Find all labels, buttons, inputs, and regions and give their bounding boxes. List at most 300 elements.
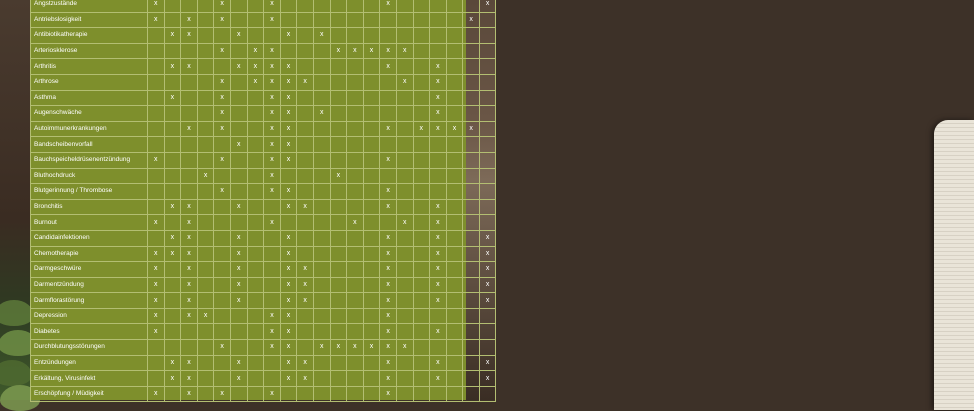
row-label: Bronchitis [31, 199, 148, 215]
mark-cell [230, 43, 247, 59]
mark-cell: x [479, 371, 496, 387]
mark-cell [197, 293, 214, 309]
mark-cell [380, 137, 397, 153]
mark-cell [280, 215, 297, 231]
mark-cell [396, 106, 413, 122]
mark-cell [330, 106, 347, 122]
mark-cell [463, 28, 480, 44]
table-row [31, 246, 496, 262]
mark-cell: x [214, 106, 231, 122]
mark-cell: x [380, 262, 397, 278]
mark-cell [479, 90, 496, 106]
mark-cell: x [214, 340, 231, 356]
row-label: Candidainfektionen [31, 230, 148, 246]
mark-cell [197, 215, 214, 231]
table-row [31, 74, 496, 90]
mark-cell: x [280, 340, 297, 356]
mark-cell [313, 386, 330, 402]
mark-cell [330, 12, 347, 28]
mark-cell: x [280, 184, 297, 200]
mark-cell [230, 184, 247, 200]
mark-cell: x [430, 121, 447, 137]
mark-cell: x [164, 355, 181, 371]
mark-cell [347, 168, 364, 184]
mark-cell [430, 137, 447, 153]
mark-cell [247, 106, 264, 122]
mark-cell [347, 308, 364, 324]
mark-cell: x [463, 12, 480, 28]
mark-cell: x [313, 106, 330, 122]
mark-cell [148, 184, 165, 200]
mark-cell [280, 0, 297, 12]
mark-cell: x [347, 43, 364, 59]
mark-cell: x [380, 59, 397, 75]
mark-cell: x [430, 90, 447, 106]
mark-cell [197, 137, 214, 153]
mark-cell: x [330, 43, 347, 59]
mark-cell [347, 355, 364, 371]
mark-cell [396, 121, 413, 137]
mark-cell [214, 28, 231, 44]
mark-cell [330, 137, 347, 153]
mark-cell [264, 246, 281, 262]
mark-cell: x [280, 246, 297, 262]
mark-cell [230, 12, 247, 28]
mark-cell [479, 43, 496, 59]
mark-cell [214, 168, 231, 184]
mark-cell [297, 324, 314, 340]
mark-cell [330, 184, 347, 200]
table-row [31, 340, 496, 356]
mark-cell [396, 12, 413, 28]
mark-cell [197, 106, 214, 122]
mark-cell: x [230, 355, 247, 371]
mark-cell [347, 246, 364, 262]
mark-cell [230, 340, 247, 356]
mark-cell [148, 43, 165, 59]
mark-cell [164, 324, 181, 340]
mark-cell [446, 168, 463, 184]
mark-cell [330, 74, 347, 90]
mark-cell: x [380, 386, 397, 402]
mark-cell [181, 184, 198, 200]
mark-cell [396, 386, 413, 402]
mark-cell: x [297, 74, 314, 90]
mark-cell [247, 121, 264, 137]
mark-cell [214, 59, 231, 75]
mark-cell [446, 277, 463, 293]
mark-cell: x [181, 293, 198, 309]
mark-cell [479, 386, 496, 402]
mark-cell [347, 74, 364, 90]
row-label: Darmflorastörung [31, 293, 148, 309]
mark-cell: x [181, 121, 198, 137]
table-row [31, 12, 496, 28]
mark-cell [396, 59, 413, 75]
mark-cell: x [230, 137, 247, 153]
mark-cell [413, 355, 430, 371]
mark-cell [413, 246, 430, 262]
mark-cell [197, 12, 214, 28]
mark-cell [446, 74, 463, 90]
mark-cell [197, 324, 214, 340]
mark-cell [313, 293, 330, 309]
mark-cell [446, 324, 463, 340]
mark-cell: x [380, 277, 397, 293]
mark-cell [313, 184, 330, 200]
mark-cell: x [214, 74, 231, 90]
mark-cell: x [181, 246, 198, 262]
mark-cell [463, 59, 480, 75]
mark-cell [363, 199, 380, 215]
mark-cell [413, 152, 430, 168]
mark-cell [446, 59, 463, 75]
mark-cell [197, 43, 214, 59]
mark-cell [264, 293, 281, 309]
mark-cell [430, 43, 447, 59]
mark-cell: x [264, 168, 281, 184]
mark-cell [479, 184, 496, 200]
mark-cell: x [264, 43, 281, 59]
mark-cell: x [280, 28, 297, 44]
mark-cell [247, 90, 264, 106]
mark-cell [363, 137, 380, 153]
mark-cell [214, 230, 231, 246]
table-row [31, 262, 496, 278]
mark-cell [380, 168, 397, 184]
mark-cell [363, 308, 380, 324]
mark-cell [297, 12, 314, 28]
mark-cell [413, 277, 430, 293]
mark-cell [413, 308, 430, 324]
mark-cell: x [430, 262, 447, 278]
mark-cell [413, 230, 430, 246]
mark-cell [247, 386, 264, 402]
mark-cell [297, 184, 314, 200]
mark-cell [313, 277, 330, 293]
mark-cell: x [313, 340, 330, 356]
mark-cell: x [247, 74, 264, 90]
mark-cell: x [280, 308, 297, 324]
mark-cell [363, 106, 380, 122]
mark-cell [463, 43, 480, 59]
mark-cell: x [247, 43, 264, 59]
row-label: Arthritis [31, 59, 148, 75]
mark-cell [197, 152, 214, 168]
mark-cell [297, 168, 314, 184]
mark-cell [479, 121, 496, 137]
mark-cell [463, 277, 480, 293]
mark-cell: x [297, 293, 314, 309]
mark-cell [396, 0, 413, 12]
mark-cell [413, 199, 430, 215]
mark-cell [330, 371, 347, 387]
mark-cell: x [479, 262, 496, 278]
mark-cell: x [148, 308, 165, 324]
mark-cell: x [280, 199, 297, 215]
mark-cell [297, 340, 314, 356]
mark-cell: x [430, 215, 447, 231]
row-label: Antriebslosigkeit [31, 12, 148, 28]
mark-cell [247, 0, 264, 12]
table-row [31, 106, 496, 122]
mark-cell [413, 215, 430, 231]
mark-cell [214, 215, 231, 231]
mark-cell [297, 28, 314, 44]
mark-cell [313, 324, 330, 340]
row-label: Chemotherapie [31, 246, 148, 262]
mark-cell [148, 371, 165, 387]
table-row [31, 386, 496, 402]
mark-cell [479, 59, 496, 75]
mark-cell: x [430, 59, 447, 75]
mark-cell: x [264, 0, 281, 12]
mark-cell [197, 199, 214, 215]
mark-cell [247, 355, 264, 371]
mark-cell [181, 43, 198, 59]
mark-cell: x [214, 90, 231, 106]
mark-cell: x [430, 230, 447, 246]
mark-cell [297, 215, 314, 231]
mark-cell [413, 293, 430, 309]
mark-cell: x [181, 262, 198, 278]
mark-cell [247, 308, 264, 324]
mark-cell [297, 230, 314, 246]
mark-cell [313, 43, 330, 59]
mark-cell: x [214, 0, 231, 12]
mark-cell [430, 0, 447, 12]
mark-cell [463, 106, 480, 122]
mark-cell [197, 386, 214, 402]
mark-cell [313, 262, 330, 278]
mark-cell: x [330, 340, 347, 356]
mark-cell: x [363, 340, 380, 356]
mark-cell [446, 371, 463, 387]
mark-cell [396, 371, 413, 387]
mark-cell [363, 355, 380, 371]
table-row [31, 0, 496, 12]
mark-cell [280, 386, 297, 402]
mark-cell [446, 43, 463, 59]
mark-cell [396, 199, 413, 215]
mark-cell: x [380, 184, 397, 200]
mark-cell: x [446, 121, 463, 137]
mark-cell [363, 277, 380, 293]
mark-cell [347, 371, 364, 387]
mark-cell [463, 324, 480, 340]
mark-cell [264, 262, 281, 278]
mark-cell: x [148, 0, 165, 12]
mark-cell: x [264, 324, 281, 340]
mark-cell: x [380, 43, 397, 59]
mark-cell: x [148, 215, 165, 231]
mark-cell [463, 355, 480, 371]
mark-cell [247, 184, 264, 200]
mark-cell [347, 28, 364, 44]
leaf-decoration [0, 360, 32, 386]
mark-cell: x [280, 293, 297, 309]
mark-cell [230, 215, 247, 231]
mark-cell [463, 371, 480, 387]
mark-cell [164, 262, 181, 278]
mark-cell [347, 324, 364, 340]
mark-cell: x [181, 12, 198, 28]
mark-cell [363, 386, 380, 402]
mark-cell [148, 106, 165, 122]
mark-cell [479, 106, 496, 122]
mark-cell: x [264, 152, 281, 168]
mark-cell [148, 355, 165, 371]
mark-cell [214, 355, 231, 371]
mark-cell [413, 90, 430, 106]
mark-cell [446, 90, 463, 106]
table-row [31, 230, 496, 246]
mark-cell: x [280, 74, 297, 90]
mark-cell: x [214, 152, 231, 168]
mark-cell [330, 199, 347, 215]
mark-cell: x [181, 308, 198, 324]
mark-cell [264, 277, 281, 293]
mark-cell [197, 340, 214, 356]
mark-cell [430, 340, 447, 356]
mark-cell: x [214, 386, 231, 402]
mark-cell: x [396, 215, 413, 231]
mark-cell: x [380, 121, 397, 137]
table-row [31, 59, 496, 75]
mark-cell [363, 28, 380, 44]
mark-cell: x [230, 59, 247, 75]
mark-cell [164, 340, 181, 356]
mark-cell [463, 308, 480, 324]
mark-cell [430, 386, 447, 402]
table-row [31, 199, 496, 215]
mark-cell: x [280, 355, 297, 371]
mark-cell [330, 59, 347, 75]
mark-cell: x [479, 246, 496, 262]
mark-cell: x [181, 215, 198, 231]
mark-cell [264, 355, 281, 371]
mark-cell [330, 215, 347, 231]
mark-cell [214, 246, 231, 262]
mark-cell [247, 340, 264, 356]
mark-cell [347, 293, 364, 309]
mark-cell [313, 371, 330, 387]
mark-cell [363, 230, 380, 246]
mark-cell [430, 168, 447, 184]
mark-cell [197, 121, 214, 137]
mark-cell [413, 74, 430, 90]
mark-cell: x [380, 355, 397, 371]
mark-cell [347, 230, 364, 246]
mark-cell: x [264, 184, 281, 200]
mark-cell [363, 152, 380, 168]
mark-cell [463, 230, 480, 246]
mark-cell: x [230, 293, 247, 309]
mark-cell [247, 293, 264, 309]
mark-cell: x [313, 28, 330, 44]
mark-cell [330, 293, 347, 309]
mark-cell: x [164, 90, 181, 106]
mark-cell: x [347, 215, 364, 231]
mark-cell [247, 137, 264, 153]
mark-cell: x [164, 371, 181, 387]
row-label: Angstzustände [31, 0, 148, 12]
mark-cell: x [280, 152, 297, 168]
mark-cell: x [230, 246, 247, 262]
mark-cell [330, 324, 347, 340]
mark-cell [148, 137, 165, 153]
mark-cell: x [413, 121, 430, 137]
mark-cell: x [264, 386, 281, 402]
mark-cell [363, 215, 380, 231]
mark-cell: x [280, 59, 297, 75]
indication-table-container [30, 0, 490, 400]
mark-cell [347, 199, 364, 215]
row-label: Bauchspeicheldrüsenentzündung [31, 152, 148, 168]
mark-cell [446, 106, 463, 122]
mark-cell [330, 90, 347, 106]
mark-cell [313, 355, 330, 371]
mark-cell [164, 308, 181, 324]
mark-cell [148, 59, 165, 75]
mark-cell: x [479, 355, 496, 371]
mark-cell [330, 28, 347, 44]
mark-cell [197, 230, 214, 246]
mark-cell [446, 137, 463, 153]
row-label: Entzündungen [31, 355, 148, 371]
mark-cell: x [297, 371, 314, 387]
mark-cell [396, 246, 413, 262]
mark-cell [363, 371, 380, 387]
mark-cell: x [148, 12, 165, 28]
mark-cell [313, 246, 330, 262]
row-label: Bluthochdruck [31, 168, 148, 184]
mark-cell [380, 74, 397, 90]
row-label: Asthma [31, 90, 148, 106]
mark-cell [413, 386, 430, 402]
mark-cell [380, 28, 397, 44]
mark-cell [214, 277, 231, 293]
table-row [31, 277, 496, 293]
mark-cell: x [230, 277, 247, 293]
mark-cell [148, 168, 165, 184]
mark-cell: x [214, 121, 231, 137]
row-label: Autoimmunerkrankungen [31, 121, 148, 137]
mark-cell: x [280, 277, 297, 293]
mark-cell [413, 106, 430, 122]
mark-cell [347, 277, 364, 293]
mark-cell [214, 324, 231, 340]
mark-cell: x [479, 277, 496, 293]
mark-cell [396, 277, 413, 293]
mark-cell [413, 371, 430, 387]
mark-cell [297, 90, 314, 106]
mark-cell: x [264, 12, 281, 28]
mark-cell [446, 0, 463, 12]
mark-cell [413, 340, 430, 356]
mark-cell [463, 137, 480, 153]
mark-cell [347, 90, 364, 106]
mark-cell [181, 152, 198, 168]
table-row [31, 152, 496, 168]
mark-cell [479, 168, 496, 184]
mark-cell [247, 199, 264, 215]
mark-cell: x [380, 230, 397, 246]
mark-cell [247, 324, 264, 340]
mark-cell [413, 28, 430, 44]
mark-cell: x [264, 90, 281, 106]
mark-cell: x [297, 355, 314, 371]
